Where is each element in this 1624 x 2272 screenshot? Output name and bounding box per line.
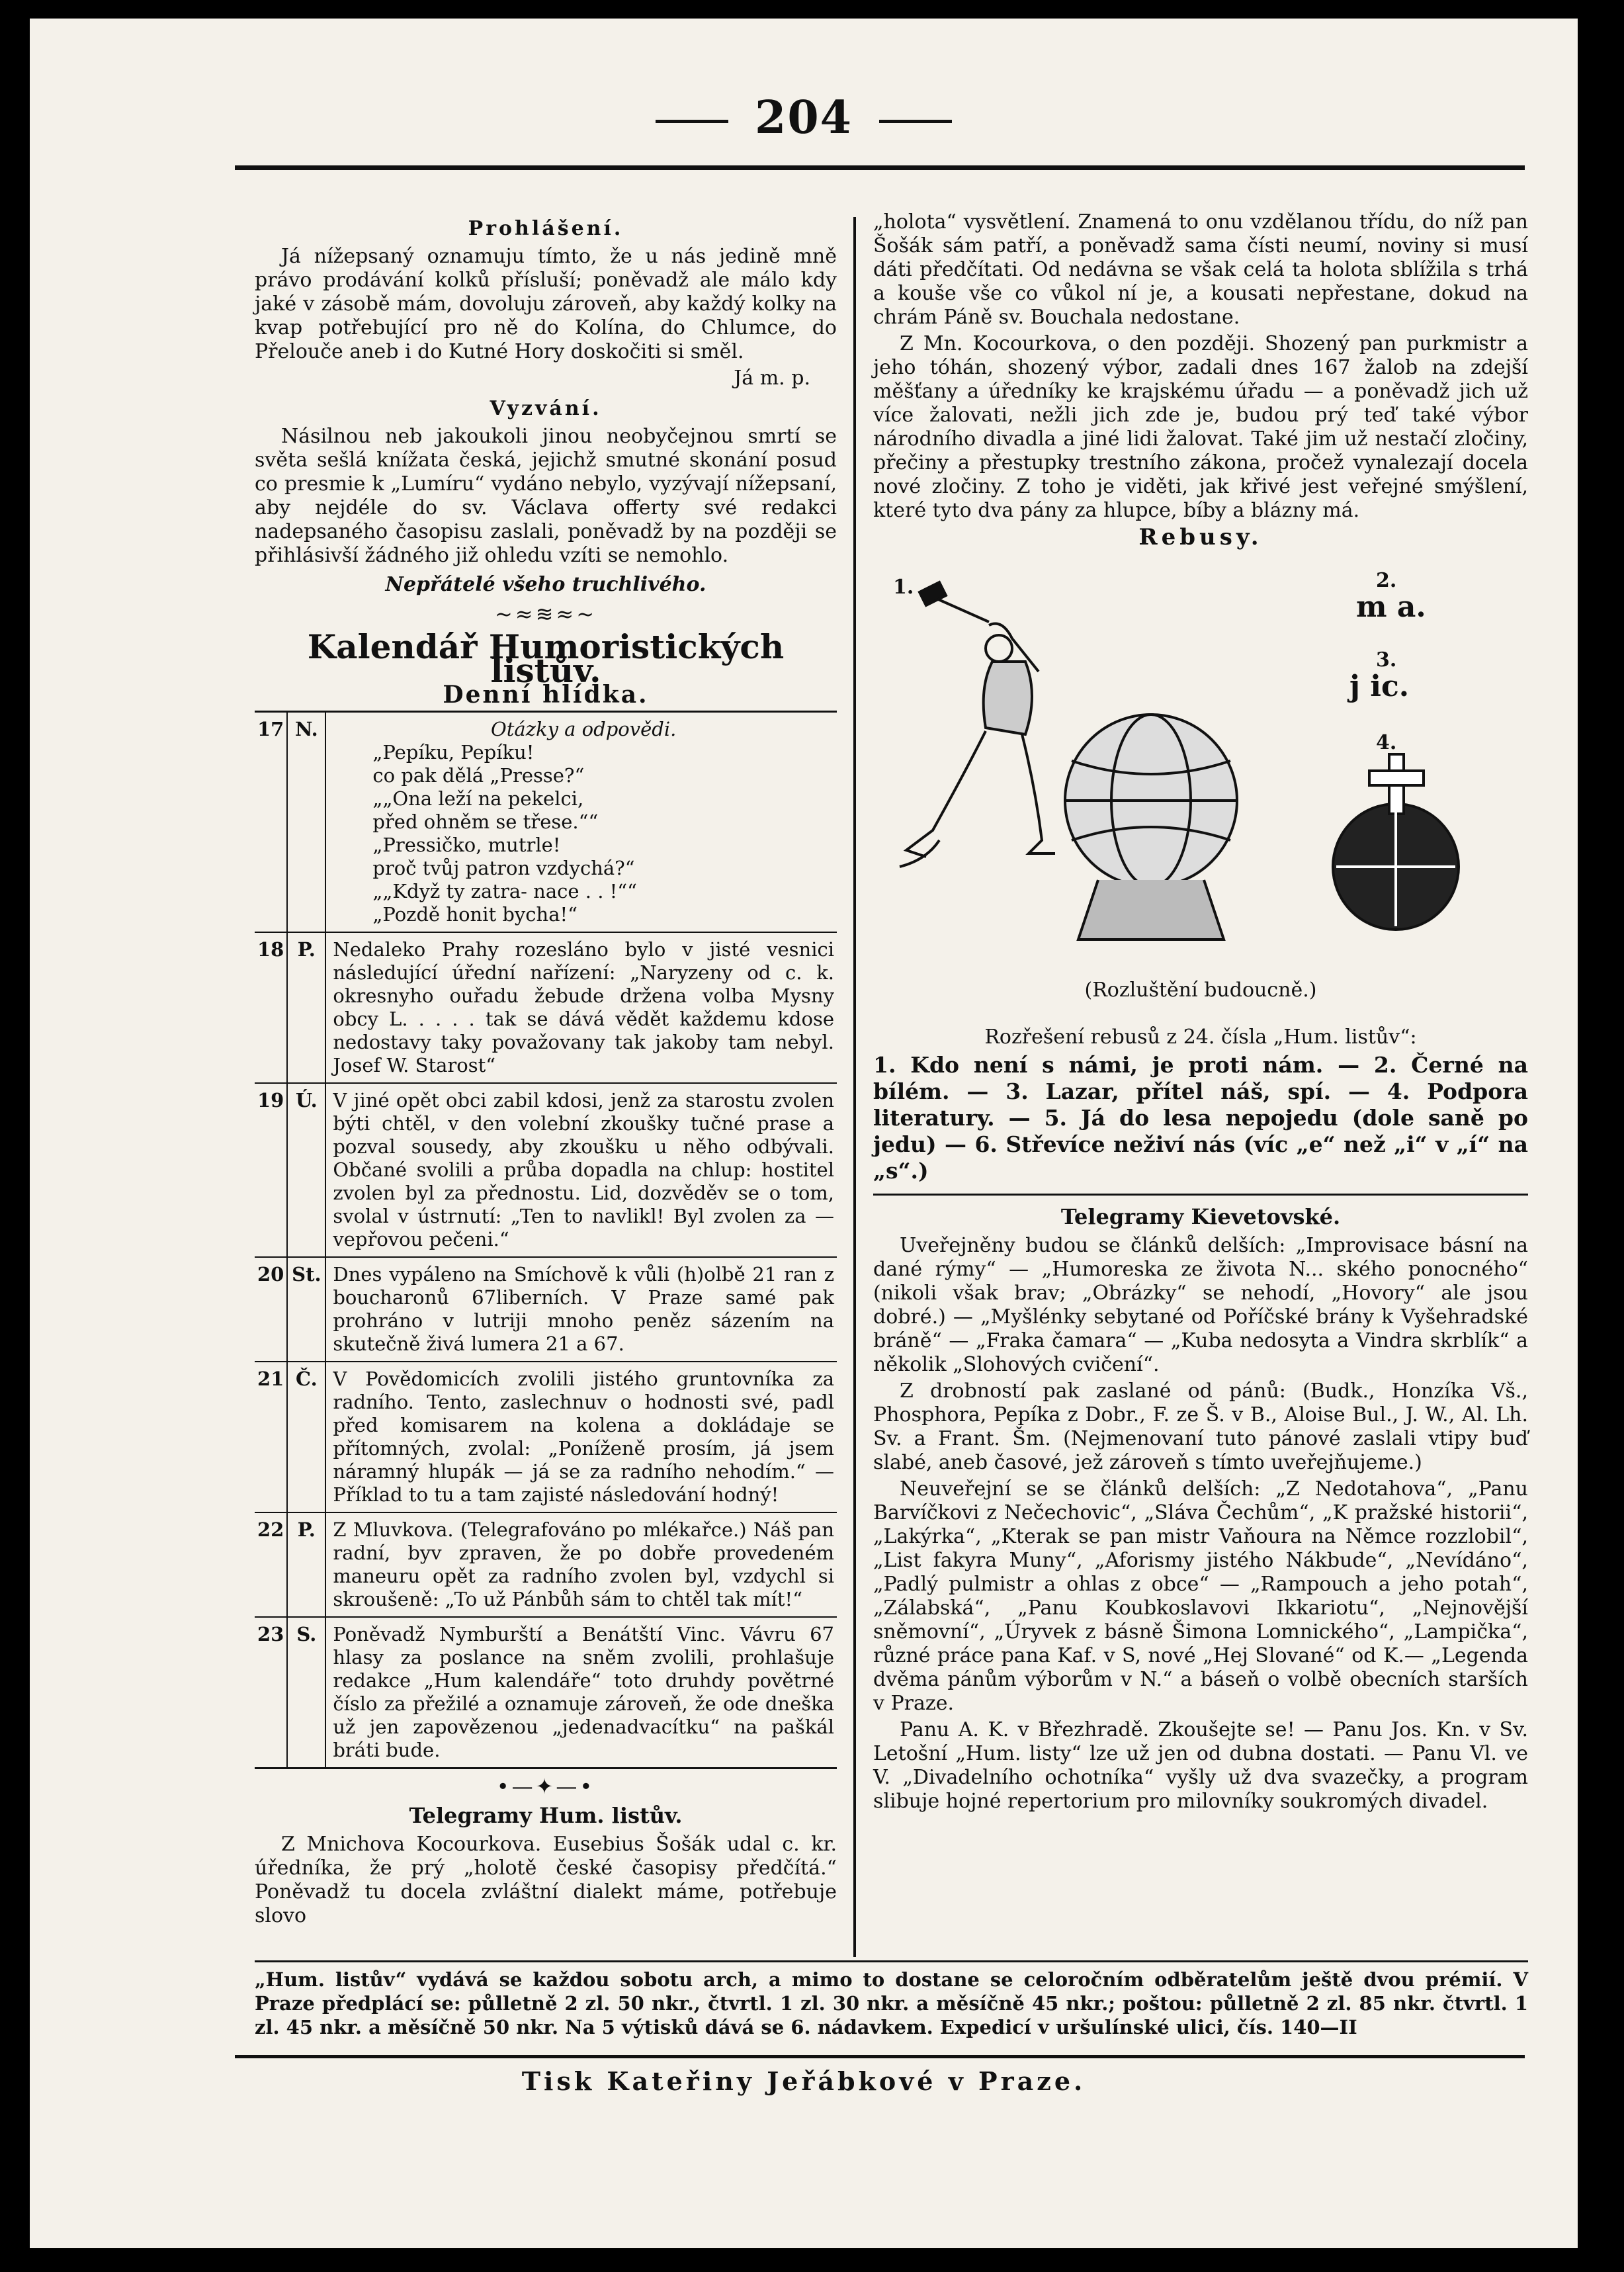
entry-text: V jiné opět obci zabil kdosi, jenž za starostu zvolen býti chtěl, v den volební zkoušky tučné prase a pozval sousedy, aby zkoušku u něho odbývali. Občané svolili a průba dopadla na chlup: hostitel zvolen byl za přednostu. Lid, dozvěděv se o tom, svolal v ústrnutí: „Ten to navlikl! Byl zvolen za — vepřovou pečeni.“: [325, 1083, 837, 1257]
rebus-number: 4.: [1376, 731, 1397, 754]
printer-imprint: Tisk Kateřiny Jeřábkové v Praze.: [521, 2066, 1086, 2096]
newspaper-page: [30, 19, 1578, 2248]
entry-title: Otázky a odpovědi.: [491, 718, 677, 740]
calendar-row: [255, 1083, 837, 1257]
kievsky-title: Telegramy Kievetovské.: [1060, 1204, 1341, 1229]
vyzvani-sign: Nepřátelé všeho truchlivého.: [385, 573, 706, 596]
prohlaseni-sign: Já m. p.: [734, 367, 810, 390]
telegramy-title: Telegramy Hum. listův.: [409, 1803, 683, 1828]
subscription-footer: „Hum. listův“ vydává se každou sobotu arch, a mimo to dostane se celoročním odběratelům ještě dvou prémií. V Praze předplácí se: půlletně 2 zl. 50 nkr., čtvrtl. 1 zl. 30 nkr. a měsíčně 45 nkr.; poštou: půlletně 2 zl. 85 nkr. čtvrtl. 1 zl. 45 nkr. a měsíčně 50 nkr. Na 5 výtisků dává se 6. nádavkem. Expedicí v uršulínské ulici, čís. 140—II: [255, 1960, 1528, 2039]
kocourkov-text: Z Mn. Kocourkova, o den později. Shozený pan purkmistr a jeho tóhán, shozený výbor, zadali dnes 167 žalob na zdejší měšťany a úředníky ke krajskému úřadu — a poněvadž jich už více žalovati, nežli jich zde je, budou prý teď také výbor národního divadla a jiné lidi žalovat. Také jim už nestačí zločiny, přečiny a přestupky trestního zákona, pročež vynalezají docela nové zločiny. Z toho je viděti, jak křivé jest veřejné smýšlení, které tyto dva pány za hlupce, bíby a blázny má.: [873, 332, 1528, 522]
kalendar-subtitle: Denní hlídka.: [443, 681, 649, 709]
holota-text: „holota“ vysvětlení. Znamená to onu vzdělanou třídu, do níž pan Šošák sám patří, a poněvadž sama čísti neumí, noviny si musí dáti předčítati. Od nedávna se však celá ta holota sblížila s trhá a kouše vše co vůkol ní je, a kousati nepřestane, dokud na chrám Páně sv. Bouchala nedostane.: [873, 210, 1528, 329]
telegramy-text: Z Mnichova Kocourkova. Eusebius Šošák udal c. kr. úředníka, že prý „holotě české časopisy předčítá.“ Poněvadž tu docela zvláštní dialekt máme, potřebuje slovo: [255, 1833, 837, 1927]
globe-icon: [1065, 715, 1237, 939]
entry-weekday: N.: [287, 712, 325, 933]
rebus-title: Rebusy.: [1138, 524, 1263, 550]
rebus-illustration: [873, 556, 1528, 1019]
entry-weekday: St.: [287, 1257, 325, 1362]
prohlaseni-title: Prohlášení.: [468, 217, 624, 240]
poem-line: co pak dělá „Presse?“: [372, 764, 585, 787]
rebus-number: 1.: [893, 576, 914, 599]
rebus-syllable: j ic.: [1349, 670, 1410, 703]
entry-day: 21: [255, 1362, 287, 1512]
entry-day: 18: [255, 932, 287, 1083]
uverejneny-text: Uveřejněny budou se článků delších: „Improvisace básní na dané rýmy“ — „Humoreska ze života N... ského ponocného“ (nikoli však brav; „Obrázky“ se nehodí, „Hovory“ ale jsou dobré.) — „Myšlénky sebytané od Poříčské brány k Vyšehradské bráně“ — „Fraka čamara“ — „Kuba nedosyta a Vindra skrblík“ a několik „Slohových cvičení“.: [873, 1234, 1528, 1376]
column-rule: [853, 217, 856, 1957]
ornament: ~≈≋≈~: [494, 601, 597, 627]
calendar-row: [255, 932, 837, 1083]
entry-weekday: P.: [287, 1512, 325, 1617]
calendar-table: [255, 711, 837, 1769]
entry-weekday: Ú.: [287, 1083, 325, 1257]
entry-text: V Povědomicích zvolili jistého gruntovníka za radního. Tento, zaslechnuv o hodnosti své, padl před komisarem na kolena a dokládaje se přítomných, zvolal: „Poníženě prosím, já jsem náramný hlupák — já se za radního nehodím.“ — Příklad to tu a tam zajisté následování hodný!: [325, 1362, 837, 1512]
entry-weekday: Č.: [287, 1362, 325, 1512]
calendar-row: [255, 712, 837, 933]
entry-text: Dnes vypáleno na Smíchově k vůli (h)olbě 21 ran z boucharonů 67liberních. V Praze samé pak prohráno v lutriji mnoho peněz sázením na skutečně živá lumera 21 a 67.: [325, 1257, 837, 1362]
calendar-row: [255, 1512, 837, 1617]
calendar-row: [255, 1362, 837, 1512]
orb-with-cross-icon: [1333, 754, 1459, 930]
printer-rule: [235, 2055, 1525, 2058]
man-with-hammer-icon: [900, 582, 1055, 867]
entry-day: 22: [255, 1512, 287, 1617]
solution-title: Rozřešení rebusů z 24. čísla „Hum. listův“:: [984, 1026, 1417, 1049]
rebus-syllable: m a.: [1356, 590, 1426, 624]
poem-line: „Pozdě honit bycha!“: [372, 903, 577, 926]
poem-line: „Pepíku, Pepíku!: [372, 741, 534, 764]
calendar-row: [255, 1257, 837, 1362]
right-column: [873, 210, 1528, 1816]
entry-day: 19: [255, 1083, 287, 1257]
poem-line: před ohněm se třese.““: [372, 810, 599, 833]
rebus-drawing: [873, 556, 1528, 966]
drobnosti-text: Z drobností pak zaslané od pánů: (Budk., Honzíka Vš., Phosphora, Pepíka z Dobr., F. ze Š. v B., Aloise Bul., J. W., Al. Lh. Sv. a Frant. Šm. (Nejmenovaní tuto pánové zaslali vtipy buď slabé, aneb časové, jež zároveň s tímto uveřejňujeme.): [873, 1379, 1528, 1474]
calendar-row: [255, 1617, 837, 1769]
top-rule: [235, 165, 1525, 170]
poem-line: „„Když ty zatra- nace . . !““: [372, 880, 637, 902]
section-divider: [873, 1194, 1528, 1196]
page-number: 204: [30, 91, 1578, 144]
poem-line: „Pressičko, mutrle!: [372, 834, 561, 856]
entry-content: [325, 712, 837, 933]
entry-day: 23: [255, 1617, 287, 1769]
prohlaseni-text: Já nížepsaný oznamuju tímto, že u nás jedině mně právo prodávání kolků přísluší; poněvadž ale málo kdy jaké v zásobě mám, dovoluju zároveň, aby každý kolky na kvap potřebující pro ně do Kolína, do Chlumce, do Přelouče aneb i do Kutné Hory doskočiti si směl.: [255, 245, 837, 363]
vyzvani-text: Násilnou neb jakoukoli jinou neobyčejnou smrtí se světa sešlá knížata česká, jejichž smutné skonání posud co presmie k „Lumíru“ vydáno nebylo, vyzývají nížepsaní, aby nejdéle do sv. Václava offerty své redakci nadepsaného časopisu zaslali, poněvadž by na později se přihlásivší žádného již ohledu vzíti se nemohlo.: [255, 425, 837, 567]
rebus-caption: (Rozluštění budoucně.): [1084, 979, 1317, 1002]
panu-text: Panu A. K. v Březhradě. Zkoušejte se! — Panu Jos. Kn. v Sv. Letošní „Hum. listy“ lze už jen od dubna dostati. — Panu Vl. ve V. „Divadelního ochotníka“ vyšly už dva svazečky, a program slibuje hojné repertorium pro milovníky soukromých divadel.: [873, 1718, 1528, 1813]
poem-line: „„Ona leží na pekelci,: [372, 787, 584, 810]
vyzvani-title: Vyzvání.: [490, 397, 602, 420]
solution-text: 1. Kdo není s námi, je proti nám. — 2. Černé na bílém. — 3. Lazar, přítel náš, spí. — 4. Podpora literatury. — 5. Já do lesa nepojedu (dole saně po jedu) — 6. Střevíce neživí nás (víc „e“ než „i“ v „í“ na „s“.): [873, 1052, 1528, 1184]
entry-text: Nedaleko Prahy rozesláno bylo v jisté vesnici následující úřední nařízení: „Naryzeny od c. k. okresnyho ouřadu žebude držena volba Mysny obcy L. . . . . tak se dává vědět každemu kdose nedostavy taky považovany tak jakoby tam nebyl. Josef W. Starost“: [325, 932, 837, 1083]
entry-text: Z Mluvkova. (Telegrafováno po mlékařce.) Náš pan radní, byv zpraven, že po dobře provedeném maneuru opět za radního zvolen byl, vzdychl si skroušeně: „To už Pánbůh sám to chtěl tak mít!“: [325, 1512, 837, 1617]
entry-weekday: S.: [287, 1617, 325, 1769]
divider-ornament: •—✦—•: [496, 1774, 595, 1799]
neuverejni-text: Neuveřejní se se článků delších: „Z Nedotahova“, „Panu Barvíčkovi z Nečechovic“, „Sláva Čechům“, „K pražské historii“, „Lakýrka“, „Kterak se pan mistr Vaňoura na Němce rozzlobil“, „List fakyra Muny“, „Aforismy jistého Nákbude“, „Nevídáno“, „Padlý pulmistr a ohlas z obce“ — „Rampouch a jeho potah“, „Zálabská“, „Panu Koubkoslavovi Ikkariotu“, „Nejnovější sněmovní“, „Úryvek z básně Šimona Lomnického“, „Lampička“, různé práce pana Kaf. v S, nové „Hej Slované“ od K.— „Legenda dvěma pánům výborům v N.“ a báseň o volbě obecních starších v Praze.: [873, 1477, 1528, 1715]
entry-day: 17: [255, 712, 287, 933]
rebus-number: 2.: [1376, 569, 1397, 592]
entry-poem: [333, 741, 834, 926]
entry-text: Poněvadž Nymburští a Benátští Vinc. Vávru 67 hlasy za poslance na sněm zvolili, prohlašuje redakce „Hum kalendáře“ toto druhdy povětrné číslo za přežilé a oznamuje zároveň, že ode dneška už jen zapovězenou „jedenadvacítku“ na paškál bráti bude.: [325, 1617, 837, 1769]
entry-day: 20: [255, 1257, 287, 1362]
rebus-number: 3.: [1376, 648, 1397, 672]
left-column: [255, 210, 837, 1931]
kalendar-title: Kalendář Humoristických listův.: [307, 627, 785, 690]
entry-weekday: P.: [287, 932, 325, 1083]
poem-line: proč tvůj patron vzdychá?“: [372, 857, 635, 879]
